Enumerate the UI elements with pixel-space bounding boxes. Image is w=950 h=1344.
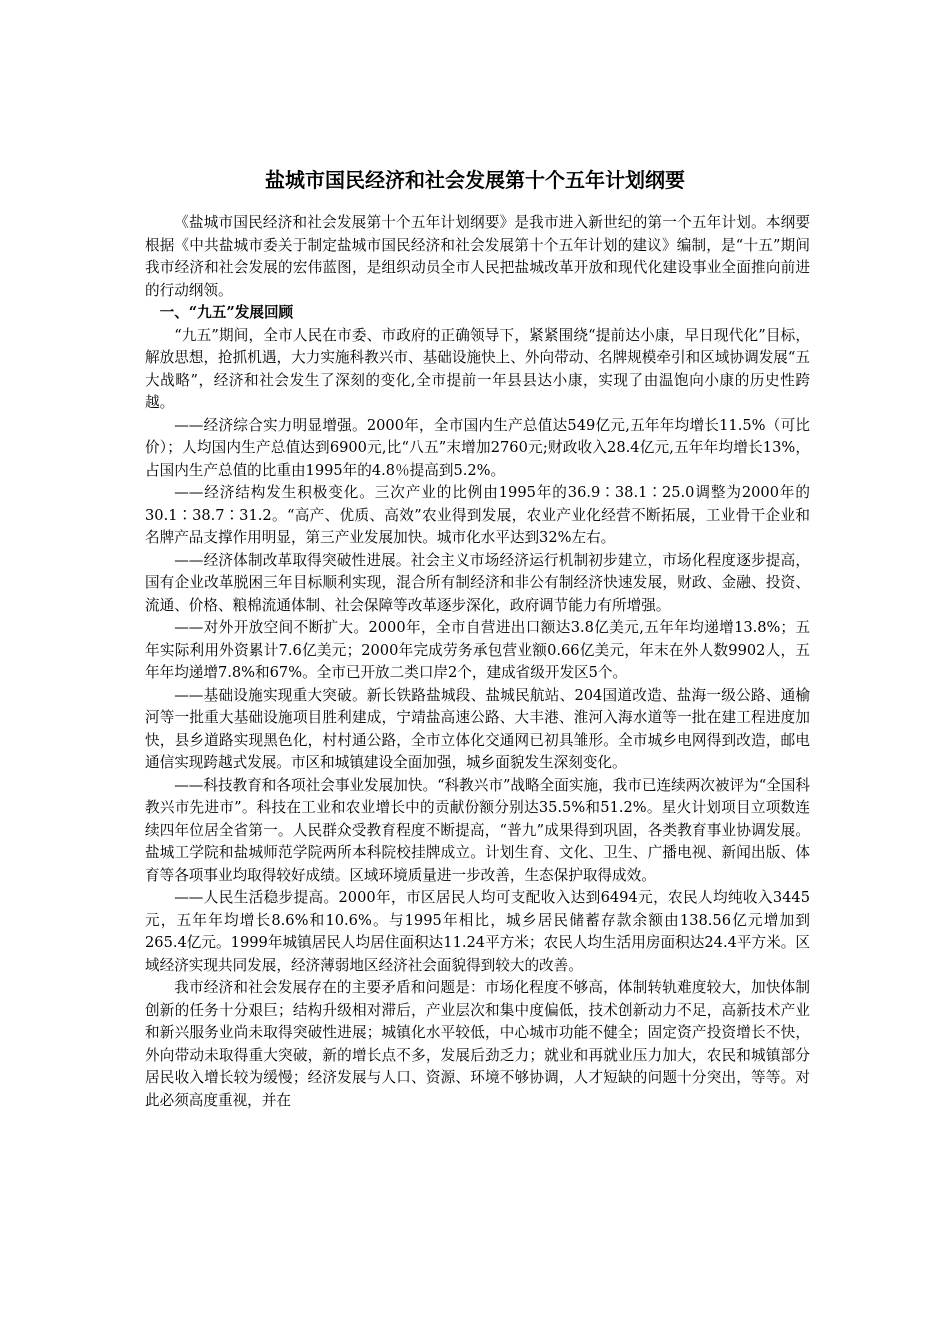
section-heading: 一、“九五”发展回顾 <box>159 304 294 321</box>
body-paragraph: 我市经济和社会发展存在的主要矛盾和问题是：市场化程度不够高，体制转轨难度较大，加快体制创新的任务十分艰巨；结构升级相对滞后，产业层次和集中度偏低，技术创新动力不足，高新技术产业和新兴服务业尚未取得突破性进展；城镇化水平较低，中心城市功能不健全；固定资产投资增长不快，外向带动未取得重大突破，新的增长点不多，发展后劲乏力；就业和再就业压力加大，农民和城镇部分居民收入增长较为缓慢；经济发展与人口、资源、环境不够协调，人才短缺的问题十分突出，等等。对此必须高度重视，并在 <box>145 979 810 1109</box>
intro-paragraph: 《盐城市国民经济和社会发展第十个五年计划纲要》是我市进入新世纪的第一个五年计划。本纲要根据《中共盐城市委关于制定盐城市国民经济和社会发展第十个五年计划的建议》编制，是“十五”期间我市经济和社会发展的宏伟蓝图，是组织动员全市人民把盐城改革开放和现代化建设事业全面推向前进的行动纲领。 <box>145 214 810 299</box>
body-paragraph: ——基础设施实现重大突破。新长铁路盐城段、盐城民航站、204国道改造、盐海一级公路、通榆河等一批重大基础设施项目胜利建成，宁靖盐高速公路、大丰港、淮河入海水道等一批在建工程进度加快，县乡道路实现黑色化，村村通公路，全市立体化交通网已初具雏形。全市城乡电网得到改造，邮电通信实现跨越式发展。市区和城镇建设全面加强，城乡面貌发生深刻变化。 <box>145 686 810 771</box>
body-paragraph: ——经济综合实力明显增强。2000年，全市国内生产总值达549亿元,五年年均增长11.5%（可比价）；人均国内生产总值达到6900元,比“八五”末增加2760元;财政收入28.4亿元,五年年均增长13%，占国内生产总值的比重由1995年的4.8％提高到5.2%。 <box>145 416 810 479</box>
body-paragraph: ——对外开放空间不断扩大。2000年，全市自营进出口额达3.8亿美元,五年年均递增13.8%；五年实际利用外资累计7.6亿美元；2000年完成劳务承包营业额0.66亿美元，年末在外人数9902人，五年年均递增7.8%和67%。全市已开放二类口岸2个，建成省级开发区5个。 <box>145 619 810 681</box>
body-paragraph: ——经济结构发生积极变化。三次产业的比例由1995年的36.9∶38.1∶25.0调整为2000年的30.1∶38.7∶31.2。“高产、优质、高效”农业得到发展，农业产业化经营不断拓展，工业骨干企业和名牌产品支撑作用明显，第三产业发展加快。城市化水平达到32%左右。 <box>145 484 810 546</box>
body-paragraph: ——科技教育和各项社会事业发展加快。“科教兴市”战略全面实施，我市已连续两次被评为“全国科教兴市先进市”。科技在工业和农业增长中的贡献份额分别达35.5%和51.2%。星火计划项目立项数连续四年位居全省第一。人民群众受教育程度不断提高，“普九”成果得到巩固，各类教育事业协调发展。盐城工学院和盐城师范学院两所本科院校挂牌成立。计划生育、文化、卫生、广播电视、新闻出版、体育等各项事业均取得较好成绩。区域环境质量进一步改善，生态保护取得成效。 <box>145 776 810 884</box>
document-title: 盐城市国民经济和社会发展第十个五年计划纲要 <box>265 168 685 192</box>
body-paragraph: ——经济体制改革取得突破性进展。社会主义市场经济运行机制初步建立，市场化程度逐步提高，国有企业改革脱困三年目标顺利实现，混合所有制经济和非公有制经济快速发展，财政、金融、投资、流通、价格、粮棉流通体制、社会保障等改革逐步深化，政府调节能力有所增强。 <box>145 551 810 614</box>
document-body <box>145 212 810 1112</box>
body-paragraph: ——人民生活稳步提高。2000年，市区居民人均可支配收入达到6494元，农民人均纯收入3445元，五年年均增长8.6%和10.6%。与1995年相比，城乡居民储蓄存款余额由138.56亿元增加到265.4亿元。1999年城镇居民人均居住面积达11.24平方米；农民人均生活用房面积达24.4平方米。区域经济实现共同发展，经济薄弱地区经济社会面貌得到较大的改善。 <box>145 889 810 974</box>
body-paragraph: “九五”期间，全市人民在市委、市政府的正确领导下，紧紧围绕“提前达小康，早日现代化”目标，解放思想，抢抓机遇，大力实施科教兴市、基础设施快上、外向带动、名牌规模牵引和区域协调发展“五大战略”，经济和社会发生了深刻的变化,全市提前一年县县达小康，实现了由温饱向小康的历史性跨越。 <box>145 326 810 411</box>
